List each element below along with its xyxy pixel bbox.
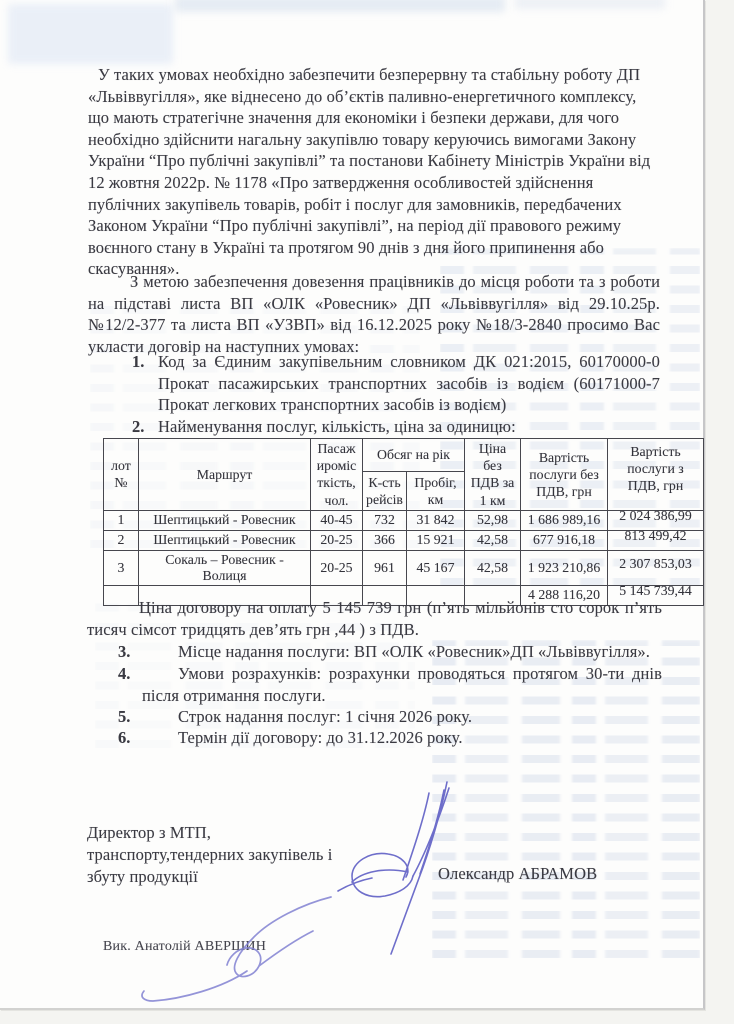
list-number-3: 3. xyxy=(118,642,131,661)
cell-total-no-vat: 4 288 116,20 xyxy=(521,585,608,605)
cell-price: 42,58 xyxy=(465,530,521,550)
scan-smudge xyxy=(8,4,173,64)
list-item-procurement-code: Код за Єдиним закупівельним словником ДК 021:2015, 60170000-0 Прокат пасажирських транспортних засобів із водієм (60171000-7 Прокат легкових транспортних засобів із водієм) xyxy=(158,352,660,415)
executor-name: Вик. Анатолій АВЕРШИН xyxy=(103,939,267,954)
list-number-2: 2. xyxy=(132,417,145,436)
col-header-capacity: Пасажиромісткість, чол. xyxy=(311,439,363,511)
cell-cost-no-vat: 677 916,18 xyxy=(521,530,608,550)
pricing-table xyxy=(103,438,704,606)
cell-cost-with-vat xyxy=(608,510,704,530)
col-header-cost-with-vat: Вартість послуги з ПДВ, грн xyxy=(608,439,704,511)
list-item-service-place: Місце надання послуги: ВП «ОЛК «Ровесник»ДП «Львіввугілля». xyxy=(178,642,650,661)
table-header-row xyxy=(104,439,704,472)
cell-cost-no-vat: 1 686 989,16 xyxy=(521,510,608,530)
scan-smudge xyxy=(175,0,505,12)
col-header-price-per-km: Ціна без ПДВ за 1 км xyxy=(465,439,521,511)
cell-route: Шептицький - Ровесник xyxy=(139,530,311,550)
list-item-contract-duration: Термін дії договору: до 31.12.2026 року. xyxy=(178,728,463,747)
signer-title-line: Директор з МТП, xyxy=(87,823,212,842)
paragraph-purpose: З метою забезпечення довезення працівників до місця роботи та з роботи на підставі листа ВП «ОЛК «Ровесник» ДП «Львіввугілля» від 29.10.25р. №12/2-377 та листа ВП «УЗВП» від 16.12.2025 року №18/3-2840 просимо Вас укласти договір на наступних умовах: xyxy=(88,272,660,356)
cell-lot: 1 xyxy=(104,510,139,530)
table-row xyxy=(104,510,704,530)
cell-value: 5 145 739,44 xyxy=(619,585,692,599)
cell-value: 813 499,42 xyxy=(624,530,687,544)
cell-route: Сокаль – Ровесник - Волиця xyxy=(139,550,311,585)
col-header-route: Маршрут xyxy=(139,439,311,511)
cell-capacity: 20-25 xyxy=(311,530,363,550)
paragraph-intro: У таких умовах необхідно забезпечити безперервну та стабільну роботу ДП «Львіввугілля», яке віднесено до об’єктів паливно-енергетичного комплексу, що мають стратегічне значення для економіки і безпеки держави, для чого необхідно здійснити нагальну закупівлю товару керуючись вимогами Закону України “Про публічні закупівлі” та постанови Кабінету Міністрів України від 12 жовтня 2022р. № 1178 «Про затвердження особливостей здійснення публічних закупівель товарів, робіт і послуг для замовників, передбачених Законом України “Про публічні закупівлі”, на період дії правового режиму воєнного стану в Україні та протягом 90 днів з дня його припинення або скасування». xyxy=(88,65,651,279)
col-header-volume-group: Обсяг на рік xyxy=(363,439,465,472)
cell-trips: 732 xyxy=(363,510,407,530)
cell-trips: 961 xyxy=(363,550,407,585)
cell-cost-with-vat xyxy=(608,550,704,585)
list-number-1: 1. xyxy=(132,352,145,371)
list-number-5: 5. xyxy=(118,707,131,726)
col-header-trips: К-сть рейсів xyxy=(363,471,407,510)
cell-cost-with-vat xyxy=(608,530,704,550)
cell-mileage: 15 921 xyxy=(407,530,465,550)
cell-lot: 3 xyxy=(104,550,139,585)
list-item-payment-terms: Умови розрахунків: розрахунки проводяться протягом 30-ти днів після отримання послуги. xyxy=(142,664,662,705)
list-item-service-start: Строк надання послуг: 1 січня 2026 року. xyxy=(178,707,473,726)
table-row xyxy=(104,530,704,550)
cell-trips: 366 xyxy=(363,530,407,550)
col-header-cost-no-vat: Вартість послуги без ПДВ, грн xyxy=(521,439,608,511)
signer-name: Олександр АБРАМОВ xyxy=(438,864,598,883)
cell-value: 2 307 853,03 xyxy=(619,555,692,571)
cell-mileage: 45 167 xyxy=(407,550,465,585)
signer-title-line: транспорту,тендерних закупівель і xyxy=(87,845,333,864)
cell-price: 42,58 xyxy=(465,550,521,585)
col-header-mileage: Пробіг, км xyxy=(407,471,465,510)
cell-route: Шептицький - Ровесник xyxy=(139,510,311,530)
cell-cost-no-vat: 1 923 210,86 xyxy=(521,550,608,585)
list-item-services-name: Найменування послуг, кількість, ціна за одиницю: xyxy=(158,417,516,436)
cell-price: 52,98 xyxy=(465,510,521,530)
cell-lot: 2 xyxy=(104,530,139,550)
list-number-6: 6. xyxy=(118,728,131,747)
scan-smudge xyxy=(515,0,665,9)
cell-capacity: 20-25 xyxy=(311,550,363,585)
list-number-4: 4. xyxy=(118,664,131,683)
table-row xyxy=(104,550,704,585)
cell-mileage: 31 842 xyxy=(407,510,465,530)
cell-capacity: 40-45 xyxy=(311,510,363,530)
cell-value: 2 024 386,99 xyxy=(619,510,692,524)
paragraph-contract-price: Ціна договору на оплату 5 145 739 грн (п’ять мільйонів сто сорок п’ять тисяч сімсот тридцять дев’ять грн ,44 ) з ПДВ. xyxy=(87,598,662,639)
col-header-lot: лот № xyxy=(104,439,139,511)
signer-title-line: збуту продукції xyxy=(87,867,198,886)
